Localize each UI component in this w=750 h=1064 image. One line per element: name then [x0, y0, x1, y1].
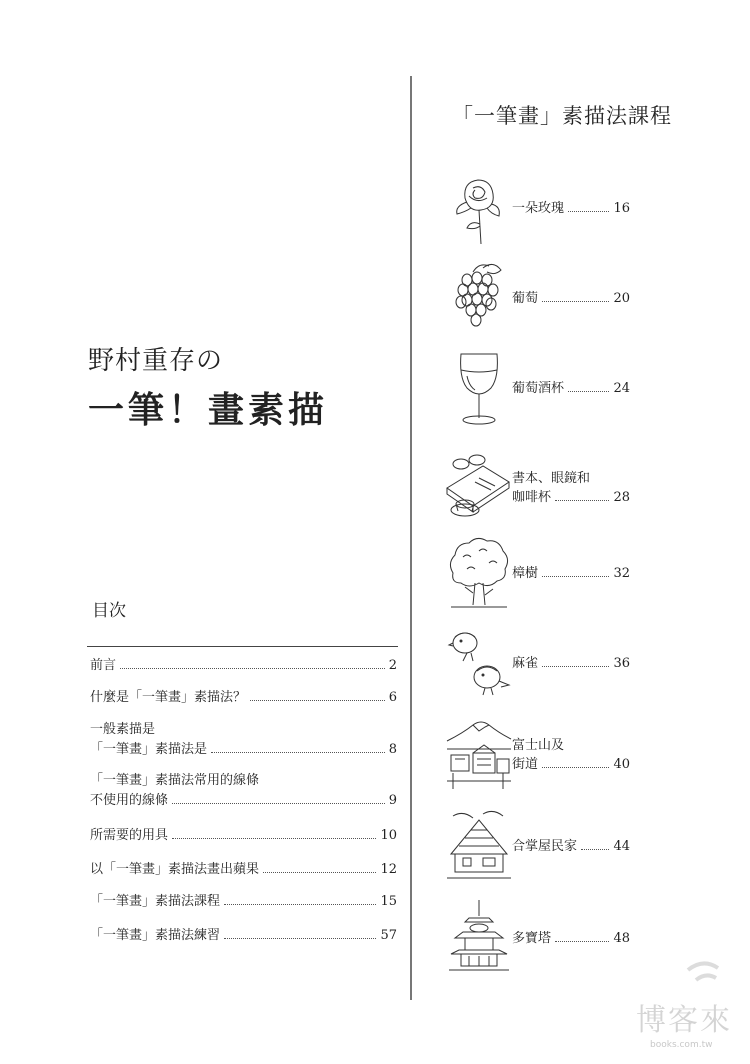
lesson-entry[interactable] — [443, 348, 733, 428]
toc-entry[interactable] — [90, 860, 397, 880]
lesson-entry[interactable] — [443, 623, 733, 703]
rose-icon — [443, 168, 515, 248]
lesson-entry[interactable] — [443, 806, 733, 886]
lesson-title: 麻雀 — [512, 655, 539, 671]
lesson-page: 16 — [613, 200, 630, 216]
lesson-leader-dots — [581, 849, 609, 850]
toc-leader-dots — [172, 838, 376, 839]
toc-entry-title: 所需要的用具 — [90, 828, 169, 843]
book-author: 野村重存の — [88, 346, 224, 376]
toc-entry[interactable] — [90, 656, 397, 676]
toc-leader-dots — [224, 904, 376, 905]
pagoda-icon — [443, 898, 515, 978]
lesson-leader-dots — [568, 391, 609, 392]
grapes-icon — [443, 258, 515, 338]
toc-entry-title: 「一筆畫」素描法課程 — [90, 894, 221, 909]
column-divider — [410, 76, 412, 1000]
toc-entry[interactable] — [90, 826, 397, 846]
lesson-page: 48 — [613, 930, 630, 946]
camphor-tree-icon — [443, 533, 515, 613]
lesson-leader-dots — [542, 666, 609, 667]
lesson-leader-dots — [542, 767, 609, 768]
toc-entry-title: 「一筆畫」素描法是 — [90, 742, 208, 757]
lesson-page: 36 — [613, 655, 630, 671]
toc-heading: 目次 — [92, 601, 126, 621]
toc-entry-page: 2 — [388, 658, 397, 673]
lesson-entry[interactable] — [443, 168, 733, 248]
toc-entry[interactable] — [90, 688, 397, 708]
lesson-page: 32 — [613, 565, 630, 581]
lesson-title: 葡萄酒杯 — [512, 380, 565, 396]
lesson-title: 合掌屋民家 — [512, 838, 578, 854]
toc-entry-page: 6 — [388, 690, 397, 705]
lesson-leader-dots — [542, 576, 609, 577]
lesson-entry[interactable] — [443, 448, 733, 528]
book-glasses-coffee-icon — [443, 448, 515, 528]
toc-entry-title: 以「一筆畫」素描法畫出蘋果 — [90, 862, 260, 877]
toc-entry[interactable] — [90, 926, 397, 946]
toc-entry[interactable] — [90, 771, 397, 811]
toc-entry[interactable] — [90, 720, 397, 760]
lesson-page: 28 — [613, 490, 630, 505]
toc-entry-page: 15 — [380, 894, 397, 909]
toc-leader-dots — [250, 700, 385, 701]
toc-leader-dots — [263, 872, 376, 873]
toc-leader-dots — [172, 803, 385, 804]
lesson-entry[interactable] — [443, 715, 733, 795]
lesson-title: 葡萄 — [512, 290, 539, 306]
lesson-page: 44 — [613, 838, 630, 854]
lesson-title: 書本、眼鏡和 — [512, 471, 591, 486]
lessons-heading: 「一筆畫」素描法課程 — [452, 104, 672, 128]
toc-entry-title: 什麼是「一筆畫」素描法？ — [90, 690, 247, 705]
gassho-house-icon — [443, 806, 515, 886]
wine-glass-icon — [443, 348, 515, 428]
toc-leader-dots — [211, 752, 385, 753]
lesson-leader-dots — [568, 211, 609, 212]
lesson-title: 富士山及 — [512, 738, 565, 753]
lesson-leader-dots — [555, 941, 609, 942]
lesson-title: 多寶塔 — [512, 930, 552, 946]
lesson-title: 樟樹 — [512, 565, 539, 581]
toc-divider — [87, 646, 398, 647]
toc-entry-page: 9 — [388, 793, 397, 808]
lesson-title: 咖啡杯 — [512, 490, 552, 505]
watermark-text: 博客來 — [636, 1003, 732, 1038]
toc-leader-dots — [120, 668, 385, 669]
lesson-page: 24 — [613, 380, 630, 396]
toc-entry-title: 不使用的線條 — [90, 793, 169, 808]
lesson-leader-dots — [555, 500, 609, 501]
toc-entry-title: 一般素描是 — [90, 722, 156, 737]
sparrow-icon — [443, 623, 515, 703]
toc-entry-page: 57 — [380, 928, 397, 943]
toc-leader-dots — [224, 938, 376, 939]
lesson-leader-dots — [542, 301, 609, 302]
toc-entry-title: 「一筆畫」素描法練習 — [90, 928, 221, 943]
lesson-title: 街道 — [512, 757, 539, 772]
watermark-url: books.com.tw — [650, 1040, 713, 1050]
toc-entry-page: 8 — [388, 742, 397, 757]
toc-entry-page: 10 — [380, 828, 397, 843]
mount-fuji-street-icon — [443, 715, 515, 795]
lesson-entry[interactable] — [443, 533, 733, 613]
toc-entry-title: 前言 — [90, 658, 117, 673]
lesson-page: 40 — [613, 757, 630, 772]
lesson-entry[interactable] — [443, 258, 733, 338]
lesson-page: 20 — [613, 290, 630, 306]
toc-entry-title: 「一筆畫」素描法常用的線條 — [90, 773, 260, 788]
toc-entry[interactable] — [90, 892, 397, 912]
book-title: 一筆！畫素描 — [88, 389, 329, 431]
lesson-title: 一朵玫瑰 — [512, 200, 565, 216]
toc-entry-page: 12 — [380, 862, 397, 877]
